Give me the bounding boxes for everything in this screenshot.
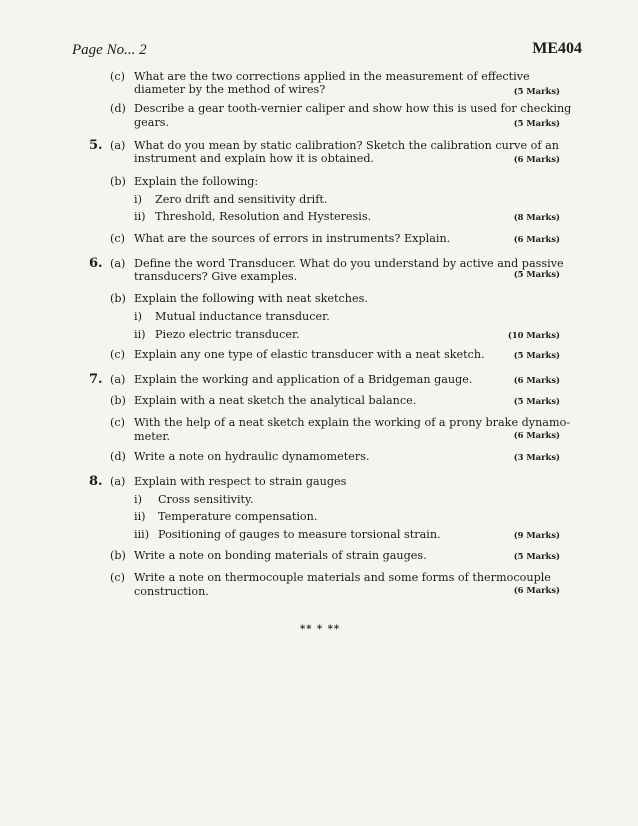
- q7a-line1: Explain the working and application of a Bridgeman gauge.: [134, 373, 473, 386]
- q4c-line1: What are the two corrections applied in the measurement of effective: [134, 70, 530, 83]
- page-number: Page No... 2: [72, 42, 147, 58]
- course-code: ME404: [532, 40, 582, 57]
- q5c-label: (c): [110, 232, 125, 245]
- q8c-label: (c): [110, 571, 125, 584]
- q7b-line1: Explain with a neat sketch the analytical balance.: [134, 394, 417, 407]
- q7c-marks: (6 Marks): [513, 430, 560, 440]
- q8a-iii: Positioning of gauges to measure torsional strain.: [158, 528, 441, 541]
- q7d-marks: (3 Marks): [513, 452, 560, 462]
- q8c-marks: (6 Marks): [513, 585, 560, 595]
- q6b-line1: Explain the following with neat sketches.: [134, 292, 368, 305]
- q8a-line1: Explain with respect to strain gauges: [134, 475, 347, 488]
- q4d-line2: gears.: [134, 116, 170, 129]
- q7a-label: (a): [110, 373, 126, 386]
- q6a-marks: (5 Marks): [513, 269, 560, 279]
- q6b-ii-label: ii): [134, 328, 146, 341]
- q6c-marks: (5 Marks): [513, 350, 560, 360]
- q6b-label: (b): [110, 292, 126, 305]
- q8a-label: (a): [110, 475, 126, 488]
- q8a-marks: (9 Marks): [513, 530, 560, 540]
- q7a-marks: (6 Marks): [513, 375, 560, 385]
- q5b-marks: (8 Marks): [513, 212, 560, 222]
- q5a-line1: What do you mean by static calibration? Sketch the calibration curve of an: [134, 139, 559, 152]
- q6b-i: Mutual inductance transducer.: [155, 310, 330, 323]
- q5b-ii-label: ii): [134, 210, 146, 223]
- q7c-line1: With the help of a neat sketch explain the working of a prony brake dynamo-: [134, 416, 571, 429]
- q8-number: 8.: [89, 474, 103, 489]
- q5a-line2: instrument and explain how it is obtained.: [134, 152, 375, 165]
- q7d-label: (d): [110, 450, 126, 463]
- q5b-i-label: i): [134, 193, 142, 206]
- q8b-line1: Write a note on bonding materials of strain gauges.: [134, 549, 427, 562]
- q4d-label: (d): [110, 102, 126, 115]
- q5b-label: (b): [110, 175, 126, 188]
- q8a-ii: Temperature compensation.: [158, 510, 318, 523]
- q4d-line1: Describe a gear tooth-vernier caliper and show how this is used for checking: [134, 102, 572, 115]
- q8a-iii-label: iii): [134, 528, 150, 541]
- q6-number: 6.: [89, 256, 103, 271]
- q5a-label: (a): [110, 139, 126, 152]
- q6a-label: (a): [110, 257, 126, 270]
- q4c-marks: (5 Marks): [513, 86, 560, 96]
- q8a-i: Cross sensitivity.: [158, 493, 254, 506]
- q6c-line1: Explain any one type of elastic transducer with a neat sketch.: [134, 348, 485, 361]
- q7b-label: (b): [110, 394, 126, 407]
- q5a-marks: (6 Marks): [513, 154, 560, 164]
- q8c-line1: Write a note on thermocouple materials and some forms of thermocouple: [134, 571, 551, 584]
- q8a-ii-label: ii): [134, 510, 146, 523]
- q5b-i: Zero drift and sensitivity drift.: [155, 193, 328, 206]
- q5c-line1: What are the sources of errors in instruments? Explain.: [134, 232, 451, 245]
- q8b-label: (b): [110, 549, 126, 562]
- end-of-paper-mark: ** * **: [300, 624, 341, 635]
- q4c-label: (c): [110, 70, 125, 83]
- q7c-line2: meter.: [134, 430, 171, 443]
- q7-number: 7.: [89, 372, 103, 387]
- q6c-label: (c): [110, 348, 125, 361]
- q7b-marks: (5 Marks): [513, 396, 560, 406]
- q7c-label: (c): [110, 416, 125, 429]
- q5-number: 5.: [89, 138, 103, 153]
- q6a-line2: transducers? Give examples.: [134, 270, 298, 283]
- q4d-marks: (5 Marks): [513, 118, 560, 128]
- q6a-line1: Define the word Transducer. What do you understand by active and passive: [134, 257, 564, 270]
- q8c-line2: construction.: [134, 585, 209, 598]
- q8a-i-label: i): [134, 493, 142, 506]
- q7d-line1: Write a note on hydraulic dynamometers.: [134, 450, 370, 463]
- q5c-marks: (6 Marks): [513, 234, 560, 244]
- q6b-i-label: i): [134, 310, 142, 323]
- q4c-line2: diameter by the method of wires?: [134, 83, 326, 96]
- q8b-marks: (5 Marks): [513, 551, 560, 561]
- q5b-line1: Explain the following:: [134, 175, 259, 188]
- q5b-ii: Threshold, Resolution and Hysteresis.: [155, 210, 372, 223]
- q6b-marks: (10 Marks): [507, 330, 560, 340]
- q6b-ii: Piezo electric transducer.: [155, 328, 300, 341]
